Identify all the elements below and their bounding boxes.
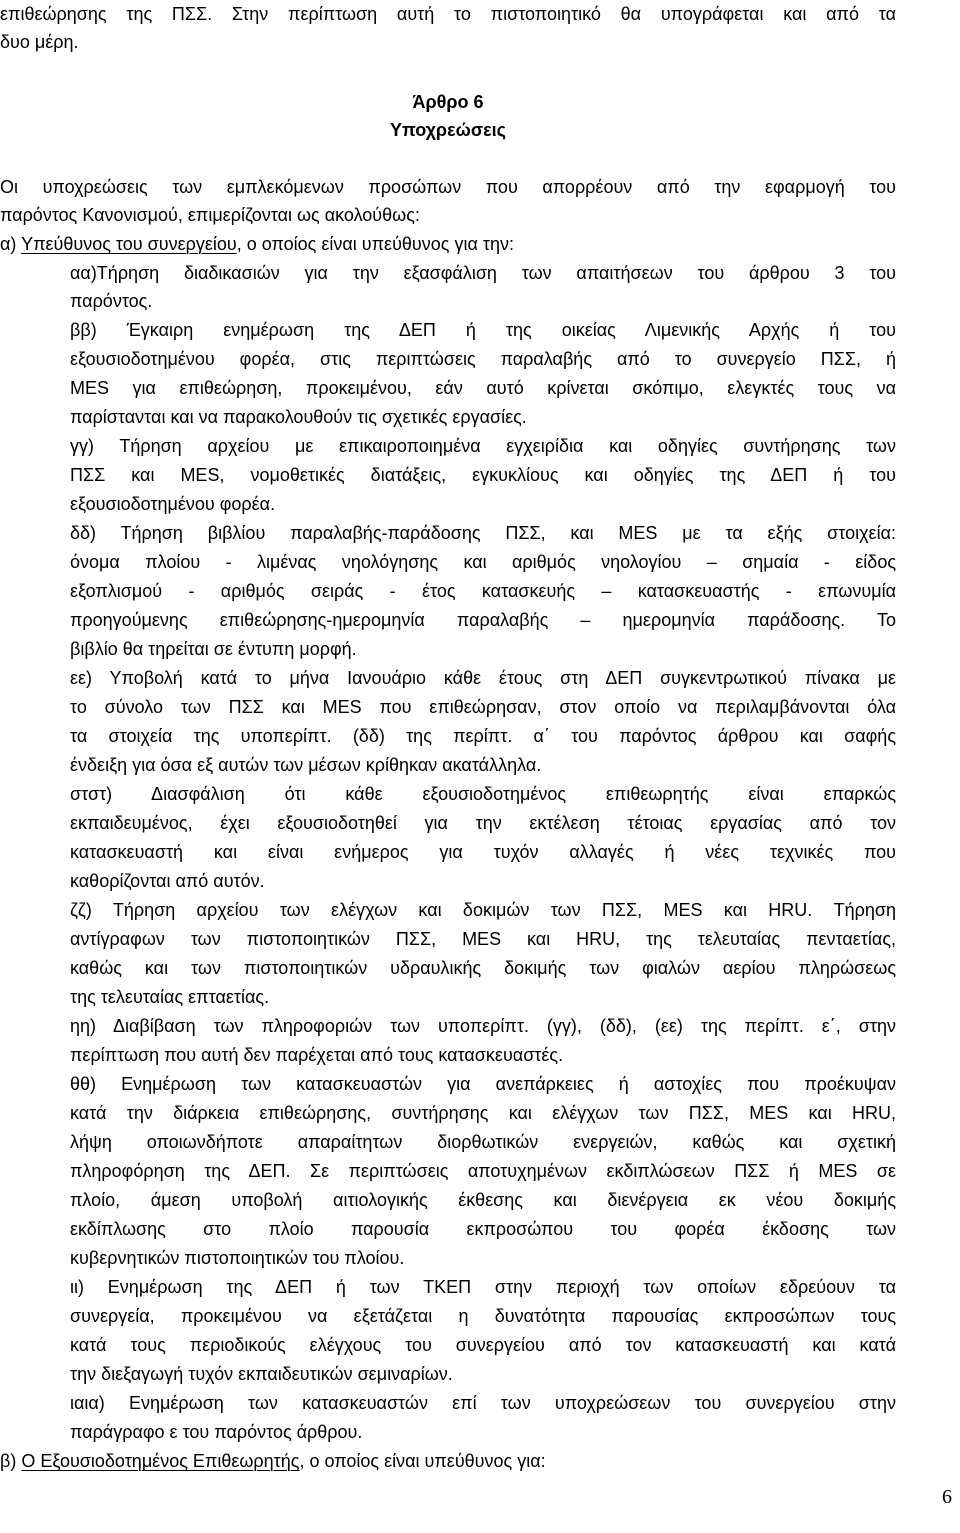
- item-ee-line: το σύνολο των ΠΣΣ και MES που επιθεώρησαν, στον οποίο να περιλαμβάνονται όλα: [70, 697, 896, 717]
- item-stst-line: στστ) Διασφάλιση ότι κάθε εξουσιοδοτημένος επιθεωρητής είναι επαρκώς: [70, 784, 896, 804]
- item-dd-line: εξοπλισμού - αριθμός σειράς - έτος κατασκευής – κατασκευαστής - επωνυμία: [70, 581, 896, 601]
- item-zz-line: της τελευταίας επταετίας.: [70, 987, 270, 1007]
- section-a-title: Υπεύθυνος του συνεργείου: [21, 234, 237, 254]
- item-ii-line: την διεξαγωγή τυχόν εκπαιδευτικών σεμιναρίων.: [70, 1364, 453, 1384]
- item-gg-line: ΠΣΣ και MES, νομοθετικές διατάξεις, εγκυκλίους και οδηγίες της ΔΕΠ ή του: [70, 465, 896, 485]
- item-dd-line: προηγούμενης επιθεώρησης-ημερομηνία παραλαβής – ημερομηνία παράδοσης. Το: [70, 610, 896, 630]
- paragraph-line: Οι υποχρεώσεις των εμπλεκόμενων προσώπων που απορρέουν από την εφαρμογή του: [0, 177, 896, 197]
- item-thth-line: κυβερνητικών πιστοποιητικών του πλοίου.: [70, 1248, 405, 1268]
- item-stst-line: εκπαιδευμένος, έχει εξουσιοδοτηθεί για την εκτέλεση τέτοιας εργασίας από τον: [70, 813, 896, 833]
- item-bb-line: εξουσιοδοτημένου φορέα, στις περιπτώσεις παραλαβής από το συνεργείο ΠΣΣ, ή: [70, 349, 896, 369]
- item-iia-line: ιαια) Ενημέρωση των κατασκευαστών επί των υποχρεώσεων του συνεργείου στην: [70, 1393, 896, 1413]
- section-a-rest: , ο οποίος είναι υπεύθυνος για την:: [236, 234, 514, 254]
- item-thth-line: εκδίπλωσης στο πλοίο παρουσία εκπροσώπου του φορέα έκδοσης των: [70, 1219, 896, 1239]
- item-stst-line: καθορίζονται από αυτόν.: [70, 871, 265, 891]
- item-zz-line: αντίγραφων των πιστοποιητικών ΠΣΣ, MES και HRU, της τελευταίας πενταετίας,: [70, 929, 896, 949]
- item-ee-line: τα στοιχεία της υποπερίπτ. (δδ) της περίπτ. α΄ του παρόντος άρθρου και σαφής: [70, 726, 896, 746]
- item-iia-line: παράγραφο ε του παρόντος άρθρου.: [70, 1422, 363, 1442]
- item-aa-line: αα)Τήρηση διαδικασιών για την εξασφάλιση των απαιτήσεων του άρθρου 3 του: [70, 263, 896, 283]
- article-subheading: Υποχρεώσεις: [389, 120, 507, 140]
- item-dd-line: βιβλίο θα τηρείται σε έντυπη μορφή.: [70, 639, 357, 659]
- item-gg-line: γγ) Τήρηση αρχείου με επικαιροποιημένα εγχειρίδια και οδηγίες συντήρησης των: [70, 436, 896, 456]
- item-ii-line: ιι) Ενημέρωση της ΔΕΠ ή των ΤΚΕΠ στην περιοχή των οποίων εδρεύουν τα: [70, 1277, 896, 1297]
- section-b-title: Ο Εξουσιοδοτημένος Επιθεωρητής: [21, 1451, 300, 1471]
- item-bb-line: παρίστανται και να παρακολουθούν τις σχετικές εργασίες.: [70, 407, 527, 427]
- intro-line: επιθεώρησης της ΠΣΣ. Στην περίπτωση αυτή το πιστοποιητικό θα υπογράφεται και από τα: [0, 4, 896, 24]
- item-thth-line: θθ) Ενημέρωση των κατασκευαστών για ανεπάρκειες ή αστοχίες που προέκυψαν: [70, 1074, 896, 1094]
- section-a-line: [0, 230, 896, 259]
- section-b-line: [0, 1447, 896, 1476]
- intro-line: δυο μέρη.: [0, 32, 79, 52]
- item-thth-line: κατά την διάρκεια επιθεώρησης, συντήρησης και ελέγχων των ΠΣΣ, MES και HRU,: [70, 1103, 896, 1123]
- item-hh-line: ηη) Διαβίβαση των πληροφοριών των υποπερίπτ. (γγ), (δδ), (εε) της περίπτ. ε΄, στην: [70, 1016, 896, 1036]
- section-b-label: β): [0, 1451, 22, 1471]
- item-dd-line: όνομα πλοίου - λιμένας νηολόγησης και αριθμός νηολογίου – σημαία - είδος: [70, 552, 896, 572]
- item-aa-line: παρόντος.: [70, 291, 153, 311]
- item-ii-line: συνεργεία, προκειμένου να εξετάζεται η δυνατότητα παρουσίας εκπροσώπων τους: [70, 1306, 896, 1326]
- item-thth-line: λήψη οποιωνδήποτε απαραίτητων διορθωτικών ενεργειών, καθώς και σχετική: [70, 1132, 896, 1152]
- item-thth-line: πλοίο, άμεση υποβολή αιτιολογικής έκθεσης και διενέργεια εκ νέου δοκιμής: [70, 1190, 896, 1210]
- item-zz-line: ζζ) Τήρηση αρχείου των ελέγχων και δοκιμών των ΠΣΣ, MES και HRU. Τήρηση: [70, 900, 896, 920]
- item-ee-line: ένδειξη για όσα εξ αυτών των μέσων κρίθηκαν ακατάλληλα.: [70, 755, 542, 775]
- item-zz-line: καθώς και των πιστοποιητικών υδραυλικής δοκιμής των φιαλών αερίου πληρώσεως: [70, 958, 896, 978]
- page-number: 6: [942, 1486, 952, 1508]
- section-a-label: α): [0, 234, 22, 254]
- article-heading: Άρθρο 6: [412, 92, 484, 112]
- item-ee-line: εε) Υποβολή κατά το μήνα Ιανουάριο κάθε έτους στη ΔΕΠ συγκεντρωτικού πίνακα με: [70, 668, 896, 688]
- item-gg-line: εξουσιοδοτημένου φορέα.: [70, 494, 276, 514]
- item-bb-line: MES για επιθεώρηση, προκειμένου, εάν αυτό κρίνεται σκόπιμο, ελεγκτές τους να: [70, 378, 896, 398]
- item-thth-line: πληροφόρηση της ΔΕΠ. Σε περιπτώσεις αποτυχημένων εκδιπλώσεων ΠΣΣ ή MES σε: [70, 1161, 896, 1181]
- item-stst-line: κατασκευαστή και είναι ενήμερος για τυχόν αλλαγές ή νέες τεχνικές που: [70, 842, 896, 862]
- paragraph-line: παρόντος Κανονισμού, επιμερίζονται ως ακολούθως:: [0, 205, 420, 225]
- section-b-rest: , ο οποίος είναι υπεύθυνος για:: [299, 1451, 546, 1471]
- item-dd-line: δδ) Τήρηση βιβλίου παραλαβής-παράδοσης ΠΣΣ, και MES με τα εξής στοιχεία:: [70, 523, 896, 543]
- item-bb-line: ββ) Έγκαιρη ενημέρωση της ΔΕΠ ή της οικείας Λιμενικής Αρχής ή του: [70, 320, 896, 340]
- item-hh-line: περίπτωση που αυτή δεν παρέχεται από τους κατασκευαστές.: [70, 1045, 564, 1065]
- item-ii-line: κατά τους περιοδικούς ελέγχους του συνεργείου από τον κατασκευαστή και κατά: [70, 1335, 896, 1355]
